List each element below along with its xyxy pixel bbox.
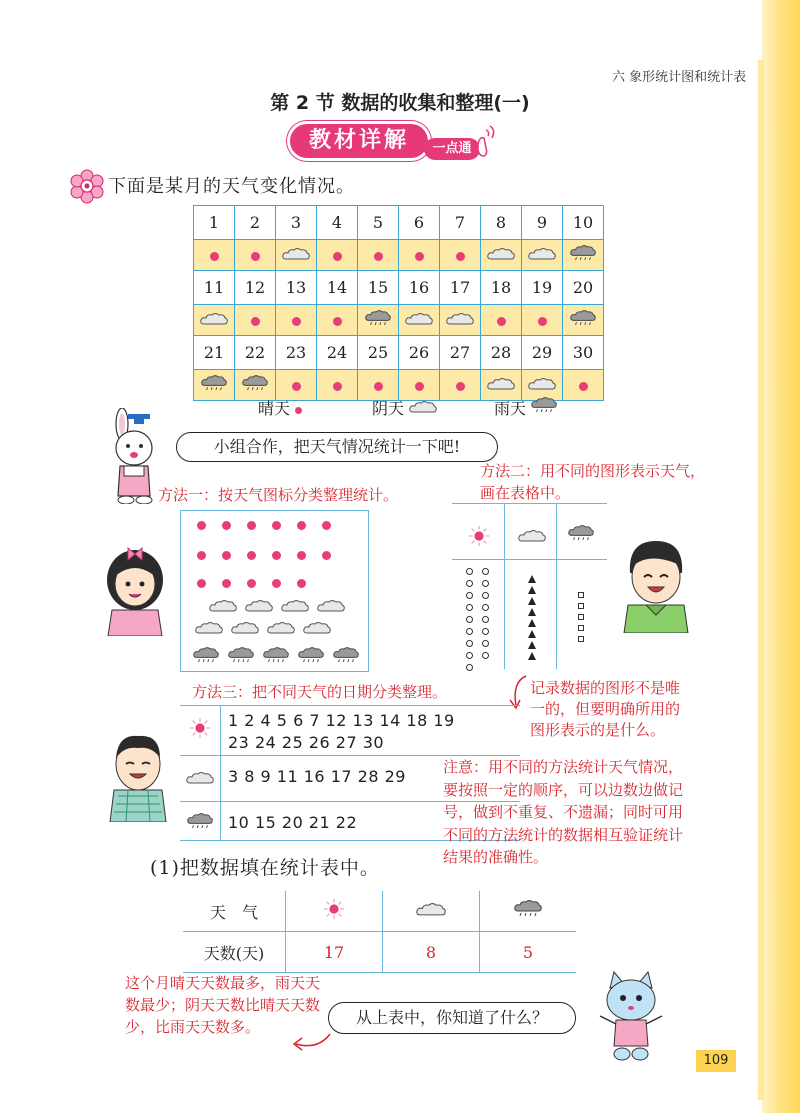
conclusion-answer: 这个月晴天天数最多，雨天天数最少；阴天天数比晴天天数少，比雨天天数多。 <box>125 974 321 1036</box>
question-one: (1)把数据填在统计表中。 <box>150 857 380 879</box>
sunny-icon-row-1 <box>197 521 347 530</box>
sun-icon <box>247 551 256 560</box>
sun-icon <box>189 717 211 739</box>
speech-bubble-question: 从上表中，你知道了什么？ <box>328 1002 576 1034</box>
girl-character <box>98 540 172 636</box>
calendar-day-cell: 28 <box>481 336 522 370</box>
page-edge-shadow <box>758 60 764 1100</box>
sun-icon <box>272 551 281 560</box>
sunny-circle-tally-2 <box>482 565 489 661</box>
calendar-weather-cell <box>358 305 399 336</box>
cloudy-icon-row-1 <box>209 599 345 613</box>
rain-cloud-icon <box>570 245 596 262</box>
speech-bubble-cooperate: 小组合作，把天气情况统计一下吧! <box>176 432 498 462</box>
rain-cloud-icon <box>570 310 596 327</box>
calendar-day-cell: 3 <box>276 206 317 240</box>
calendar-weather-cell <box>440 370 481 401</box>
calendar-day-cell: 25 <box>358 336 399 370</box>
legend-rainy: 雨天 <box>494 396 557 419</box>
square-tally-mark <box>578 625 584 631</box>
cloudy-icon-row-2 <box>195 621 331 635</box>
circle-tally-mark <box>466 568 473 575</box>
calendar-weather-cell <box>194 305 235 336</box>
rain-cloud-icon <box>201 375 227 392</box>
cloud-icon <box>487 247 515 261</box>
calendar-day-cell: 23 <box>276 336 317 370</box>
calendar-weather-cell <box>522 305 563 336</box>
circle-tally-mark <box>466 592 473 599</box>
rain-cloud-icon <box>568 525 594 542</box>
sun-icon <box>333 317 342 326</box>
weather-calendar <box>193 205 604 401</box>
cloud-icon <box>518 529 546 543</box>
page-number: 109 <box>696 1050 736 1072</box>
sun-icon <box>210 252 219 261</box>
circle-tally-mark <box>482 568 489 575</box>
sun-icon <box>251 252 260 261</box>
method-two-shape-grid <box>452 503 607 669</box>
calendar-weather-cell <box>317 370 358 401</box>
method-one-icon-grid <box>180 510 369 672</box>
triangle-tally-mark <box>528 597 536 605</box>
rain-cloud-icon <box>242 375 268 392</box>
circle-tally-mark <box>482 592 489 599</box>
calendar-weather-cell <box>358 240 399 271</box>
cloud-icon <box>416 902 446 917</box>
cloudy-triangle-tally <box>528 573 536 661</box>
sunny-dates-line-1: 1 2 4 5 6 7 12 13 14 18 19 <box>228 711 455 730</box>
banner-tag: 一点通 <box>424 138 480 160</box>
cloud-icon <box>446 312 474 326</box>
calendar-weather-cell <box>563 370 604 401</box>
chapter-header: 六 象形统计图和统计表 <box>612 70 747 85</box>
calendar-weather-cell <box>235 240 276 271</box>
calendar-day-cell: 10 <box>563 206 604 240</box>
sun-icon <box>497 317 506 326</box>
triangle-tally-mark <box>528 630 536 638</box>
calendar-weather-cell <box>481 240 522 271</box>
cloud-icon <box>282 247 310 261</box>
calendar-day-cell: 5 <box>358 206 399 240</box>
circle-tally-mark <box>482 628 489 635</box>
sun-icon <box>197 551 206 560</box>
boy-with-glasses-character <box>108 730 168 822</box>
calendar-weather-row <box>194 305 604 336</box>
cloud-icon <box>209 599 237 613</box>
shape-note: 记录数据的图形不是唯一的，但要明确所用的图形表示的是什么。 <box>530 679 681 739</box>
calendar-day-cell: 20 <box>563 271 604 305</box>
method-three-label: 方法三：把不同天气的日期分类整理。 <box>192 683 448 701</box>
calendar-day-cell: 11 <box>194 271 235 305</box>
circle-tally-mark <box>482 640 489 647</box>
circle-tally-mark <box>482 616 489 623</box>
cloud-icon <box>405 312 433 326</box>
cloudy-dates: 3 8 9 11 16 17 28 29 <box>228 767 406 786</box>
cloud-icon <box>245 599 273 613</box>
stat-cloudy-days: 8 <box>383 932 480 973</box>
sun-icon <box>197 521 206 530</box>
triangle-tally-mark <box>528 652 536 660</box>
section-title: 第 2 节 数据的收集和整理(一) <box>270 92 530 114</box>
square-tally-mark <box>578 636 584 642</box>
stat-rainy-days: 5 <box>480 932 577 973</box>
calendar-weather-cell <box>399 240 440 271</box>
calendar-weather-cell <box>317 240 358 271</box>
rabbit-teacher-character <box>104 408 164 504</box>
calendar-weather-cell <box>317 305 358 336</box>
calendar-day-cell: 24 <box>317 336 358 370</box>
calendar-day-cell: 2 <box>235 206 276 240</box>
sun-icon <box>297 579 306 588</box>
calendar-day-cell: 14 <box>317 271 358 305</box>
sun-icon <box>538 317 547 326</box>
calendar-weather-cell <box>194 370 235 401</box>
sun-icon <box>322 551 331 560</box>
calendar-weather-cell <box>276 305 317 336</box>
cloud-icon <box>200 312 228 326</box>
calendar-day-cell: 19 <box>522 271 563 305</box>
flower-icon <box>68 168 106 208</box>
method-two-label: 方法二：用不同的图形表示天气，画在表格中。 <box>480 462 706 502</box>
circle-tally-mark <box>482 604 489 611</box>
cat-character <box>596 970 666 1066</box>
calendar-day-cell: 1 <box>194 206 235 240</box>
circle-tally-mark <box>466 640 473 647</box>
calendar-day-cell: 22 <box>235 336 276 370</box>
triangle-tally-mark <box>528 608 536 616</box>
circle-tally-mark <box>466 604 473 611</box>
sun-icon <box>297 551 306 560</box>
sun-icon <box>251 317 260 326</box>
sun-icon <box>456 252 465 261</box>
calendar-day-cell: 21 <box>194 336 235 370</box>
rain-cloud-icon <box>514 900 542 918</box>
stat-sunny-days: 17 <box>286 932 383 973</box>
sun-icon <box>272 521 281 530</box>
sun-icon <box>333 382 342 391</box>
sun-icon <box>374 252 383 261</box>
legend-cloudy: 阴天 <box>372 396 437 419</box>
sun-icon <box>322 521 331 530</box>
calendar-weather-cell <box>522 240 563 271</box>
sun-icon <box>222 521 231 530</box>
calendar-weather-cell <box>481 305 522 336</box>
calendar-day-row <box>194 336 604 370</box>
cloud-icon <box>317 599 345 613</box>
calendar-day-cell: 30 <box>563 336 604 370</box>
rain-cloud-icon <box>193 647 219 664</box>
triangle-tally-mark <box>528 586 536 594</box>
sun-icon <box>333 252 342 261</box>
cloud-icon <box>303 621 331 635</box>
cloud-icon <box>487 377 515 391</box>
calendar-day-cell: 8 <box>481 206 522 240</box>
square-tally-mark <box>578 614 584 620</box>
sun-icon <box>579 382 588 391</box>
sun-icon <box>456 382 465 391</box>
calendar-weather-cell <box>440 240 481 271</box>
sunny-icon-row-2 <box>197 551 347 560</box>
calendar-day-cell: 4 <box>317 206 358 240</box>
calendar-weather-cell <box>563 305 604 336</box>
cloud-icon <box>528 247 556 261</box>
stat-weather-header: 天 气 <box>183 891 286 932</box>
circle-tally-mark <box>482 580 489 587</box>
attention-note: 注意：用不同的方法统计天气情况，要按照一定的顺序，可以边数边做记号，做到不重复、不遗漏；同时可用不同的方法统计的数据相互验证统计结果的准确性。 <box>443 758 684 866</box>
calendar-day-cell: 17 <box>440 271 481 305</box>
stat-days-header: 天数(天) <box>183 932 286 973</box>
sunny-circle-tally-1 <box>466 565 473 673</box>
calendar-day-cell: 6 <box>399 206 440 240</box>
note-arrow-icon <box>504 672 532 712</box>
sun-icon <box>222 579 231 588</box>
triangle-tally-mark <box>528 641 536 649</box>
rain-cloud-icon <box>365 310 391 327</box>
cloud-icon <box>528 377 556 391</box>
rain-cloud-icon <box>187 813 213 830</box>
sun-icon <box>222 551 231 560</box>
sun-icon <box>247 579 256 588</box>
sun-icon <box>415 252 424 261</box>
sun-icon <box>468 525 490 547</box>
calendar-weather-cell <box>440 305 481 336</box>
calendar-day-cell: 26 <box>399 336 440 370</box>
calendar-weather-cell <box>399 305 440 336</box>
circle-tally-mark <box>466 652 473 659</box>
sun-icon <box>374 382 383 391</box>
calendar-weather-cell <box>276 240 317 271</box>
calendar-day-cell: 27 <box>440 336 481 370</box>
calendar-weather-cell <box>563 240 604 271</box>
circle-tally-mark <box>466 616 473 623</box>
sun-icon <box>323 898 345 920</box>
calendar-day-cell: 12 <box>235 271 276 305</box>
cloud-icon <box>281 599 309 613</box>
rain-cloud-icon <box>298 647 324 664</box>
answer-arrow-icon <box>290 1028 334 1054</box>
rain-cloud-icon <box>531 397 557 414</box>
rainy-dates: 10 15 20 21 22 <box>228 813 358 832</box>
page-edge <box>762 0 800 1113</box>
calendar-day-cell: 13 <box>276 271 317 305</box>
calendar-weather-cell <box>194 240 235 271</box>
triangle-tally-mark <box>528 575 536 583</box>
circle-tally-mark <box>466 664 473 671</box>
rain-cloud-icon <box>228 647 254 664</box>
calendar-day-cell: 7 <box>440 206 481 240</box>
banner-main: 教材详解 <box>290 124 428 158</box>
cloud-icon <box>195 621 223 635</box>
calendar-day-cell: 9 <box>522 206 563 240</box>
cloud-icon <box>267 621 295 635</box>
sun-icon <box>295 407 302 414</box>
sun-icon <box>197 579 206 588</box>
calendar-day-cell: 29 <box>522 336 563 370</box>
calendar-day-cell: 16 <box>399 271 440 305</box>
rain-cloud-icon <box>263 647 289 664</box>
square-tally-mark <box>578 592 584 598</box>
calendar-day-row <box>194 206 604 240</box>
sunny-dates-line-2: 23 24 25 26 27 30 <box>228 733 385 752</box>
sun-icon <box>272 579 281 588</box>
circle-tally-mark <box>466 580 473 587</box>
method-one-label: 方法一：按天气图标分类整理统计。 <box>158 486 399 504</box>
cloud-icon <box>231 621 259 635</box>
cloud-icon <box>409 400 437 414</box>
cloud-icon <box>186 771 214 785</box>
statistics-table <box>183 891 576 973</box>
sun-icon <box>415 382 424 391</box>
calendar-weather-row <box>194 240 604 271</box>
pointing-hand-icon <box>474 124 498 160</box>
rain-cloud-icon <box>333 647 359 664</box>
sunny-icon-row-3 <box>197 579 322 588</box>
sun-icon <box>247 521 256 530</box>
rainy-square-tally <box>578 589 584 644</box>
rainy-icon-row <box>193 647 359 664</box>
sun-icon <box>292 317 301 326</box>
intro-text: 下面是某月的天气变化情况。 <box>108 176 355 197</box>
triangle-tally-mark <box>528 619 536 627</box>
calendar-day-row <box>194 271 604 305</box>
stat-weather-row <box>183 891 576 932</box>
boy-character <box>618 533 692 633</box>
sun-icon <box>297 521 306 530</box>
calendar-weather-cell <box>235 305 276 336</box>
section-banner <box>290 122 500 164</box>
circle-tally-mark <box>482 652 489 659</box>
circle-tally-mark <box>466 628 473 635</box>
sun-icon <box>292 382 301 391</box>
stat-days-row <box>183 932 576 973</box>
calendar-day-cell: 18 <box>481 271 522 305</box>
calendar-day-cell: 15 <box>358 271 399 305</box>
square-tally-mark <box>578 603 584 609</box>
legend-sunny: 晴天 <box>258 396 302 419</box>
